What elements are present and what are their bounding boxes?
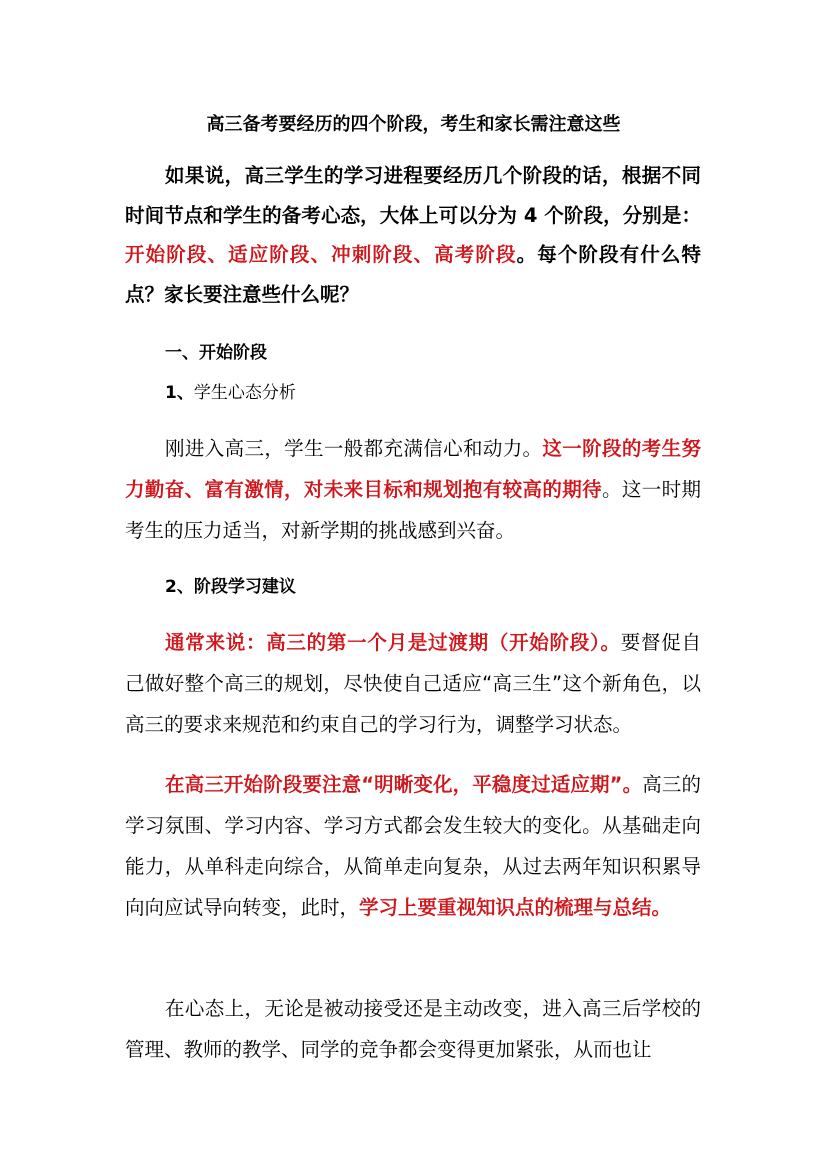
document-title: 高三备考要经历的四个阶段，考生和家长需注意这些 — [206, 114, 621, 135]
intro-text: 如果说，高三学生的学习进程要经历几个阶段的话，根据不同时间节点和学生的备考心态，大体上可以分为 4 个阶段，分别是： — [125, 164, 701, 227]
subheading-study-advice: 2、阶段学习建议 — [165, 577, 296, 597]
mindset-text: 刚进入高三，学生一般都充满信心和动力。 — [165, 437, 543, 460]
advice-2-text: 高三的学习氛围、学习内容、学习方式都会发生较大的变化。从基础走向能力，从单科走向综合，从简单走向复杂，从过去两年知识积累导向向应试导向转变，此时， — [125, 773, 701, 919]
intro-paragraph — [125, 156, 701, 314]
mentality-paragraph — [125, 988, 701, 1070]
advice-paragraph-2 — [125, 764, 701, 928]
intro-question: 。每个阶段有什么特点？家长要注意些什么呢？ — [125, 243, 701, 306]
advice-text: 要督促自己做好整个高三的规划，尽快使自己适应“高三生”这个新角色，以高三的要求来规范和约束自己的学习行为，调整学习状态。 — [125, 631, 701, 736]
advice-2-highlight: 在高三开始阶段要注意“明晰变化，平稳度过适应期”。 — [165, 773, 643, 796]
mindset-text-end: 。这一时期考生的压力适当，对新学期的挑战感到兴奋。 — [125, 478, 701, 542]
mentality-text: 在心态上，无论是被动接受还是主动改变，进入高三后学校的管理、教师的教学、同学的竞争都会变得更加紧张，从而也让 — [125, 997, 701, 1061]
advice-2-highlight-end: 学习上要重视知识点的梳理与总结。 — [359, 896, 672, 919]
mindset-highlight: 这一阶段的考生努力勤奋、富有激情，对未来目标和规划抱有较高的期待 — [125, 437, 701, 501]
intro-stages-highlight: 开始阶段、适应阶段、冲刺阶段、高考阶段 — [125, 243, 517, 266]
advice-paragraph-1 — [125, 622, 701, 745]
subheading-mindset-text: 学生心态分析 — [193, 383, 296, 403]
subheading-mindset-number: 1、 — [165, 383, 194, 403]
advice-highlight: 通常来说：高三的第一个月是过渡期（开始阶段）。 — [165, 631, 621, 654]
mindset-paragraph — [125, 428, 701, 551]
section-heading-start-stage: 一、开始阶段 — [165, 343, 267, 363]
subheading-mindset — [165, 380, 296, 406]
